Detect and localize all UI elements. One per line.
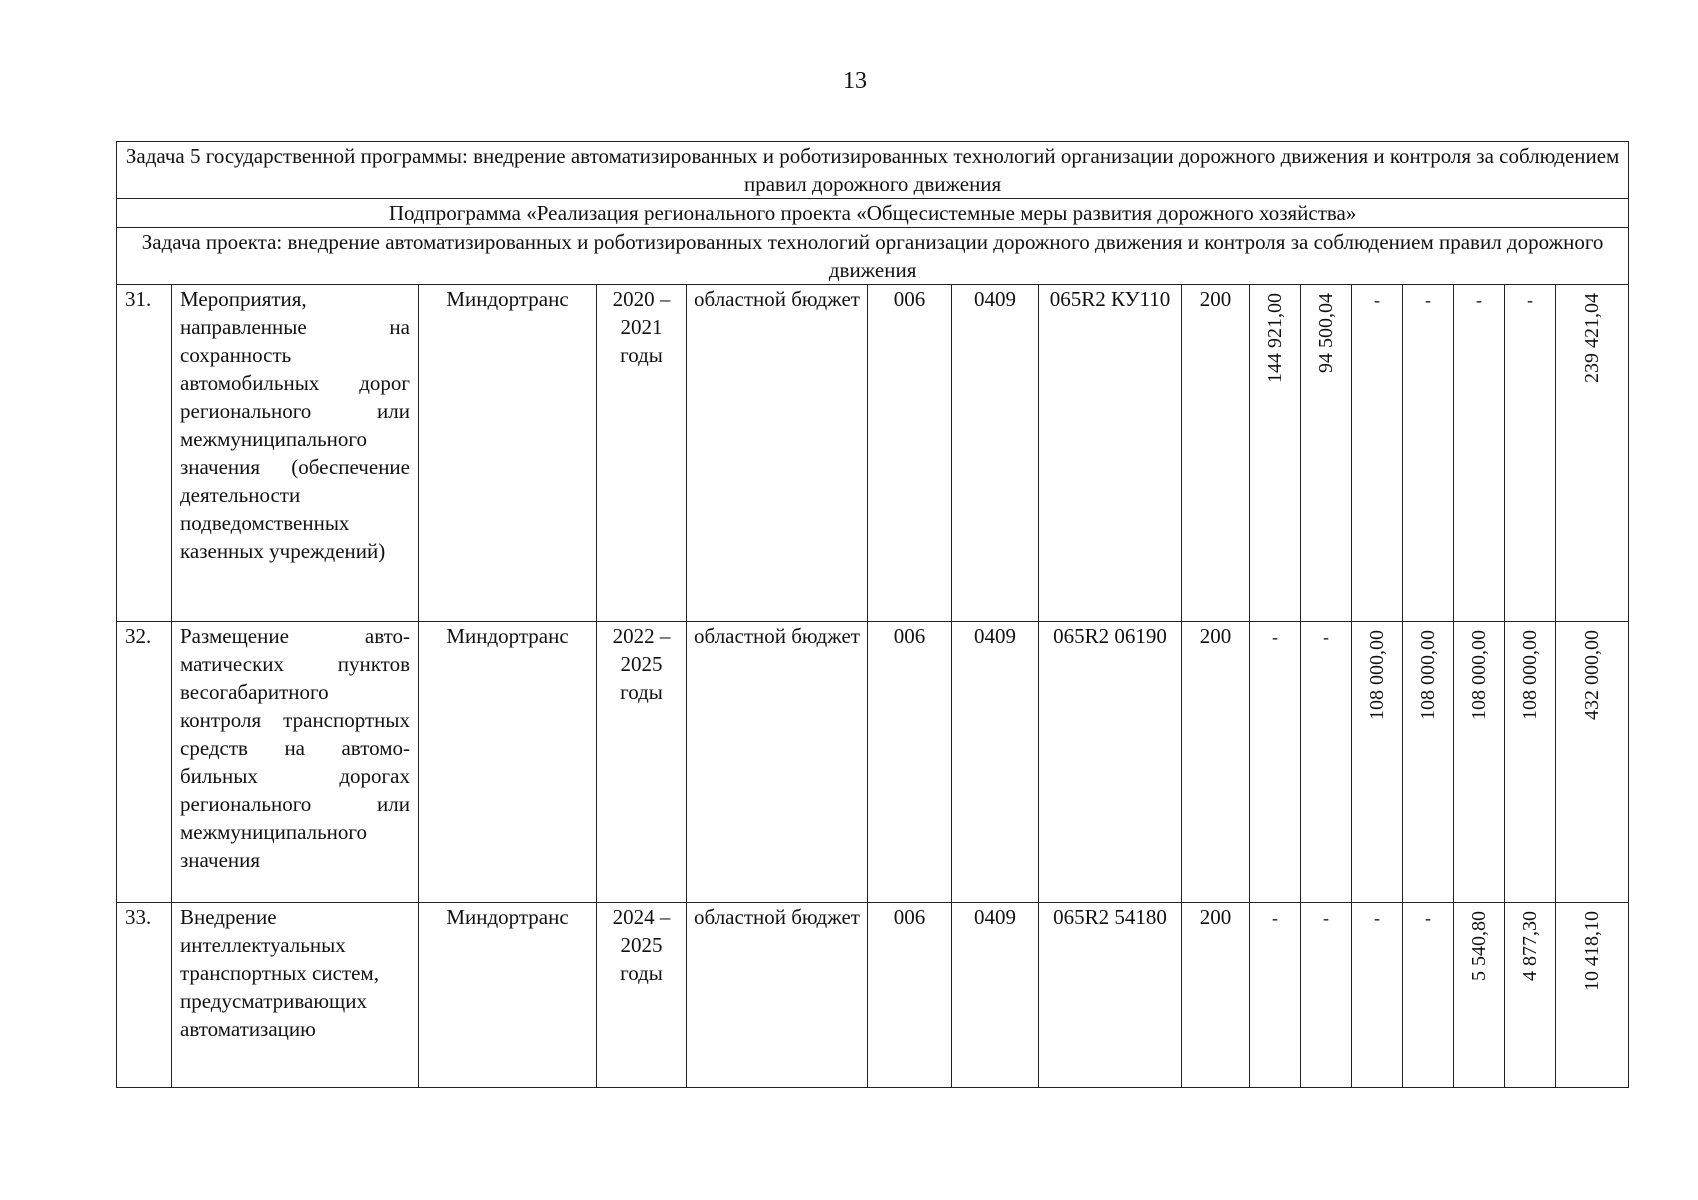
executor: Миндортранс xyxy=(419,903,597,1088)
amount-year-1: 144 921,00 xyxy=(1264,293,1286,383)
amount-year-5: 108 000,00 xyxy=(1468,630,1490,720)
amount-year-5: - xyxy=(1476,290,1482,310)
funding-source: областной бюджет xyxy=(687,285,868,622)
funding-source: областной бюджет xyxy=(687,622,868,903)
state-program-task-header: Задача 5 государственной программы: внедрение автоматизированных и роботизированных технологий организации дорожного движения и контроля за соблюдением правил дорожного движения xyxy=(117,142,1629,199)
target-article-code: 065R2 КУ110 xyxy=(1039,285,1182,622)
amount-year-5: 5 540,80 xyxy=(1468,911,1490,981)
amount-year-3: - xyxy=(1374,290,1380,310)
grbs-code: 006 xyxy=(868,285,952,622)
amount-year-4: 108 000,00 xyxy=(1417,630,1439,720)
period: 2020 – 2021 годы xyxy=(597,285,687,622)
row-number: 32. xyxy=(117,622,172,903)
table-row xyxy=(117,622,1629,903)
amount-year-6: 4 877,30 xyxy=(1519,911,1541,981)
funding-source: областной бюджет xyxy=(687,903,868,1088)
period: 2024 – 2025 годы xyxy=(597,903,687,1088)
amount-total: 239 421,04 xyxy=(1581,293,1604,383)
amount-year-3: 108 000,00 xyxy=(1366,630,1388,720)
amount-year-1: - xyxy=(1272,908,1278,928)
section-code: 0409 xyxy=(952,622,1039,903)
table-row xyxy=(117,903,1629,1088)
amount-year-1: - xyxy=(1272,627,1278,647)
section-code: 0409 xyxy=(952,903,1039,1088)
target-article-code: 065R2 06190 xyxy=(1039,622,1182,903)
amount-year-6: 108 000,00 xyxy=(1519,630,1541,720)
measure-name: Размещение авто-матических пунктов весогабаритного контроля транспортных средств на автомо-бильных дорогах регионального или межмуниципального значения xyxy=(172,622,419,903)
grbs-code: 006 xyxy=(868,903,952,1088)
executor: Миндортранс xyxy=(419,622,597,903)
period: 2022 – 2025 годы xyxy=(597,622,687,903)
table-row xyxy=(117,285,1629,622)
amount-year-2: 94 500,04 xyxy=(1315,293,1337,373)
amount-year-6: - xyxy=(1527,290,1533,310)
target-article-code: 065R2 54180 xyxy=(1039,903,1182,1088)
measure-name: Мероприятия, направленные на сохранность автомобильных дорог регионального или межмуниципального значения (обеспечение деятельности подведомственных казенных учреждений) xyxy=(172,285,419,622)
amount-year-3: - xyxy=(1374,908,1380,928)
amount-year-4: - xyxy=(1425,290,1431,310)
project-task-header: Задача проекта: внедрение автоматизированных и роботизированных технологий организации дорожного движения и контроля за соблюдением правил дорожного движения xyxy=(117,228,1629,285)
expense-type-code: 200 xyxy=(1182,903,1250,1088)
row-number: 31. xyxy=(117,285,172,622)
amount-total: 10 418,10 xyxy=(1581,911,1604,991)
executor: Миндортранс xyxy=(419,285,597,622)
subprogram-header: Подпрограмма «Реализация регионального проекта «Общесистемные меры развития дорожного хозяйства» xyxy=(117,199,1629,228)
amount-year-4: - xyxy=(1425,908,1431,928)
grbs-code: 006 xyxy=(868,622,952,903)
measure-name: Внедрение интеллектуальных транспортных систем, предусматривающих автоматизацию xyxy=(172,903,419,1088)
row-number: 33. xyxy=(117,903,172,1088)
expense-type-code: 200 xyxy=(1182,285,1250,622)
section-code: 0409 xyxy=(952,285,1039,622)
amount-year-2: - xyxy=(1323,908,1329,928)
amount-total: 432 000,00 xyxy=(1581,630,1604,720)
page-number: 13 xyxy=(843,68,867,94)
program-measures-table xyxy=(116,141,1629,1088)
amount-year-2: - xyxy=(1323,627,1329,647)
expense-type-code: 200 xyxy=(1182,622,1250,903)
